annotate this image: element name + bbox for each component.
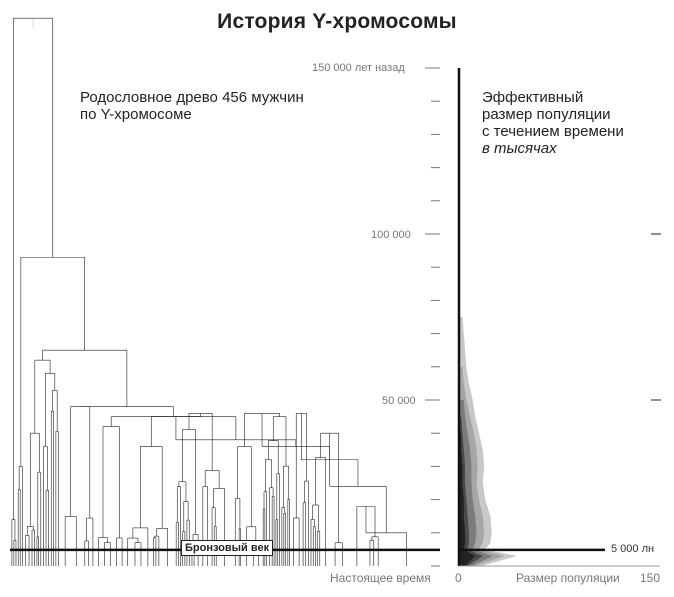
tree-label-line2: по Y-хромосоме — [80, 106, 192, 123]
population-chart — [460, 317, 517, 566]
population-label-line2: размер популяции — [482, 106, 611, 123]
population-unit-label: в тысячах — [482, 140, 557, 157]
population-label-line3: с течением времени — [482, 123, 624, 140]
population-axis-min: 0 — [455, 571, 462, 585]
tree-label-line1: Родословное древо 456 мужчин — [80, 89, 304, 106]
tick-label-100000: 100 000 — [371, 229, 411, 241]
tick-label-150000: 150 000 лет назад — [312, 62, 405, 74]
population-label — [482, 89, 662, 157]
chart-title: История Y-хромосомы — [217, 10, 457, 33]
population-axis-label: Размер популяции — [516, 571, 620, 585]
population-axis-max: 150 — [640, 571, 661, 585]
present-time-label: Настоящее время — [330, 571, 431, 585]
population-label-line1: Эффективный — [482, 89, 584, 106]
bronze-age-label: Бронзовый век — [181, 540, 273, 556]
bronze-age-right-label: 5 000 лн — [611, 543, 655, 555]
tick-label-50000: 50 000 — [382, 395, 416, 407]
tree-label — [80, 89, 340, 123]
